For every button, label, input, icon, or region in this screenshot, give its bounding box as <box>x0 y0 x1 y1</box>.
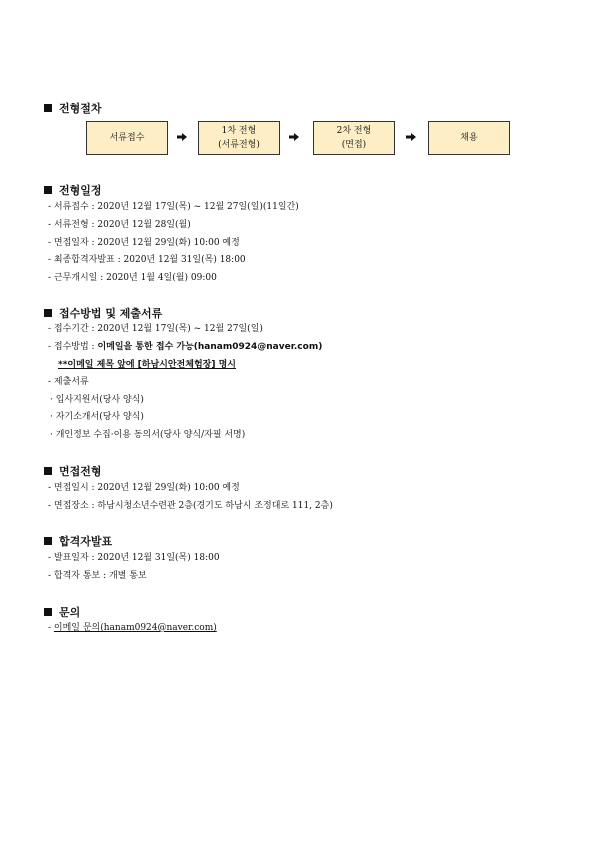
flow-step-3 <box>313 121 395 155</box>
interview-item: - 면접일시 : 2020년 12월 29일(화) 10:00 예정 <box>48 483 240 493</box>
section-title-text: 문의 <box>59 606 81 619</box>
document-item: · 입사지원서(당사 양식) <box>50 395 144 405</box>
application-method-value: 이메일을 통한 접수 가능(hanam0924@naver.com) <box>97 342 323 352</box>
section-title-interview <box>44 463 102 479</box>
flow-step-1 <box>86 121 168 155</box>
contact-line <box>48 622 217 634</box>
application-method-label: - 접수방법 : <box>48 342 98 352</box>
flow-step-label: 2차 전형 <box>336 126 372 136</box>
contact-dash: - <box>48 623 54 633</box>
flow-step-4 <box>428 121 510 155</box>
section-title-contact <box>44 604 80 620</box>
section-title-announcement <box>44 533 112 549</box>
schedule-item: - 서류접수 : 2020년 12월 17일(목) ~ 12월 27일(일)(11일간) <box>48 202 299 212</box>
interview-item: - 면접장소 : 하남시청소년수련관 2층(경기도 하남시 조정대로 111, 2층) <box>48 501 333 511</box>
schedule-item: - 면접일자 : 2020년 12월 29일(화) 10:00 예정 <box>48 238 240 248</box>
arrow-right-icon <box>177 133 187 141</box>
application-method <box>48 341 322 353</box>
section-title-text: 전형일정 <box>59 184 102 197</box>
arrow-right-icon <box>406 133 416 141</box>
flow-step-label: 서류접수 <box>109 133 145 143</box>
section-title-schedule <box>44 182 102 198</box>
section-title-application <box>44 305 162 321</box>
flow-step-2 <box>198 121 280 155</box>
arrow-right-icon <box>289 133 299 141</box>
announcement-item: - 합격자 통보 : 개별 통보 <box>48 571 147 581</box>
square-bullet-icon <box>44 104 52 112</box>
section-title-text: 면접전형 <box>59 465 102 478</box>
section-title-text: 접수방법 및 제출서류 <box>59 307 163 320</box>
schedule-item: - 최종합격자발표 : 2020년 12월 31일(목) 18:00 <box>48 255 246 265</box>
flow-step-label: 채용 <box>460 133 478 143</box>
application-note: **이메일 제목 앞에 [하남시안전체험장] 명시 <box>58 360 236 370</box>
square-bullet-icon <box>44 186 52 194</box>
square-bullet-icon <box>44 309 52 317</box>
application-period: - 접수기간 : 2020년 12월 17일(목) ~ 12월 27일(일) <box>48 324 263 334</box>
document-item: · 개인정보 수집·이용 동의서(당사 양식/자필 서명) <box>50 430 246 440</box>
section-title-text: 전형절차 <box>59 102 102 115</box>
schedule-item: - 서류전형 : 2020년 12월 28일(월) <box>48 220 191 230</box>
square-bullet-icon <box>44 537 52 545</box>
square-bullet-icon <box>44 467 52 475</box>
section-title-process <box>44 100 102 116</box>
flow-step-label: 1차 전형 <box>221 126 257 136</box>
schedule-item: - 근무개시일 : 2020년 1월 4일(월) 09:00 <box>48 273 217 283</box>
flow-step-sublabel: (서류전형) <box>218 140 260 150</box>
contact-email-link[interactable]: 이메일 문의(hanam0924@naver.com) <box>53 623 217 633</box>
announcement-item: - 발표일자 : 2020년 12월 31일(목) 18:00 <box>48 553 220 563</box>
square-bullet-icon <box>44 608 52 616</box>
documents-label: - 제출서류 <box>48 377 89 387</box>
flow-step-sublabel: (면접) <box>341 140 367 150</box>
section-title-text: 합격자발표 <box>59 535 113 548</box>
document-item: · 자기소개서(당사 양식) <box>50 412 144 422</box>
